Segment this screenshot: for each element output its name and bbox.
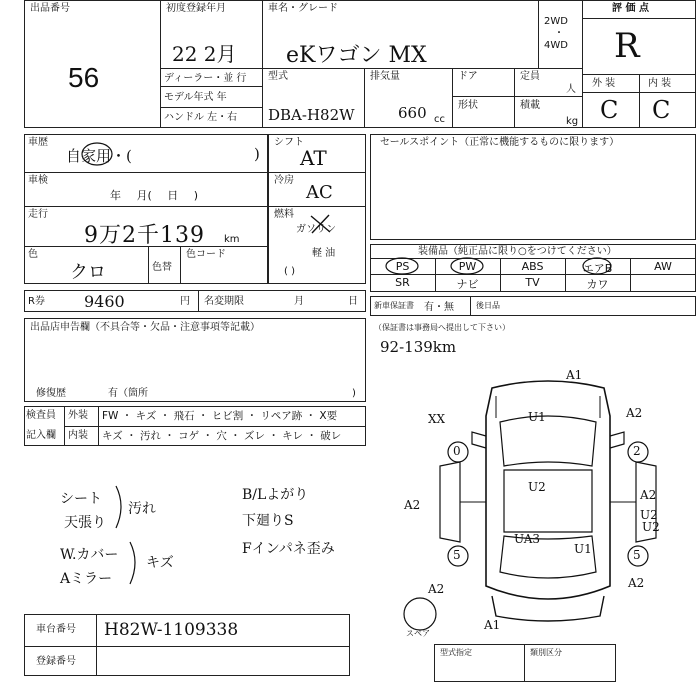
handwritten-note: 92-139km bbox=[380, 338, 457, 356]
mark-u2-roof: U2 bbox=[528, 480, 546, 494]
recycle-row bbox=[24, 290, 366, 312]
warranty-value: 有・無 bbox=[424, 302, 454, 313]
header-divider bbox=[262, 0, 263, 68]
equipment-navi: ナビ bbox=[456, 278, 479, 291]
capacity-unit: 人 bbox=[566, 84, 576, 95]
later-label: 後日品 bbox=[476, 301, 500, 310]
equipment-circles bbox=[370, 256, 696, 276]
mark-a2-rfront: A2 bbox=[626, 406, 643, 420]
mark-u2-right: U2 bbox=[640, 508, 658, 522]
inspector-label-top: 検査員 bbox=[26, 410, 56, 421]
interior-row: キズ ・ 汚れ ・ コゲ ・ 穴 ・ ズレ ・ キレ ・ 破レ bbox=[102, 430, 342, 442]
displacement-label: 排気量 bbox=[370, 71, 400, 82]
history-close: ) bbox=[254, 145, 260, 163]
exterior-row-label: 外装 bbox=[68, 410, 88, 421]
equipment-pw: PW bbox=[458, 260, 477, 273]
color-change-label: 色替 bbox=[152, 262, 172, 273]
mark-u2-rright: U2 bbox=[642, 520, 660, 534]
equipment-tv: TV bbox=[525, 276, 540, 289]
note-wcover: W.カバー bbox=[60, 547, 119, 563]
shift-value: AT bbox=[300, 146, 327, 170]
color-label: 色 bbox=[28, 249, 38, 260]
header-divider bbox=[160, 86, 262, 87]
load-unit: kg bbox=[566, 116, 579, 127]
mark-ua3: UA3 bbox=[514, 532, 541, 546]
mark-a2-right: A2 bbox=[640, 488, 657, 502]
equipment-airbag: エアB bbox=[582, 262, 613, 275]
score-label: 評 価 点 bbox=[612, 3, 649, 14]
tire-left-rear: 5 bbox=[453, 548, 461, 562]
ac-value: AC bbox=[306, 182, 333, 203]
name-change-day: 日 bbox=[348, 296, 358, 307]
type-spec-divider bbox=[524, 644, 525, 682]
warranty-label: 新車保証書 bbox=[374, 301, 414, 310]
fuel-label: 燃料 bbox=[274, 209, 294, 220]
left-divider bbox=[24, 206, 268, 207]
header-divider bbox=[452, 96, 582, 97]
type-value: DBA-H82W bbox=[268, 106, 355, 124]
note-bumper: B/Lよがり bbox=[242, 487, 309, 503]
drive-4wd: 4WD bbox=[544, 40, 568, 51]
interior-row-label: 内装 bbox=[68, 430, 88, 441]
left-divider bbox=[148, 246, 149, 284]
mark-a2-left: A2 bbox=[404, 498, 421, 512]
interior-value: C bbox=[652, 96, 671, 124]
tire-left-front: 0 bbox=[453, 444, 461, 458]
header-divider bbox=[364, 68, 365, 128]
mark-xx: XX bbox=[428, 412, 446, 426]
warranty-row bbox=[370, 296, 696, 316]
lot-label: 出品番号 bbox=[30, 3, 70, 14]
handle-label: ハンドル 左・右 bbox=[164, 112, 238, 123]
history-label: 車歴 bbox=[28, 137, 48, 148]
note-bracket-1 bbox=[112, 484, 132, 530]
left-divider bbox=[180, 246, 181, 284]
header-divider bbox=[160, 0, 161, 128]
color-value: クロ bbox=[70, 262, 106, 283]
shape-label: 形状 bbox=[458, 100, 478, 111]
mark-u1-rear: U1 bbox=[574, 542, 592, 556]
note-under: 下廻りS bbox=[242, 513, 294, 529]
exterior-row: FW ・ キズ ・ 飛石 ・ ヒビ割 ・ リペア跡 ・ X要 bbox=[102, 410, 338, 422]
displacement-value: 660 bbox=[398, 104, 427, 122]
equipment-sr: SR bbox=[395, 276, 410, 289]
mark-a2-rrear: A2 bbox=[628, 576, 645, 590]
note-bracket-2 bbox=[126, 540, 146, 586]
model-year-label: モデル年式 年 bbox=[164, 92, 227, 103]
header-divider bbox=[262, 68, 263, 128]
name-change-label: 名変期限 bbox=[204, 296, 244, 307]
fuel-gas: ガソリン bbox=[296, 224, 336, 235]
warranty-note: （保証書は事務局へ提出して下さい） bbox=[374, 323, 510, 332]
drive-dot: ・ bbox=[554, 28, 564, 39]
recycle-unit: 円 bbox=[180, 296, 190, 307]
score-value: R bbox=[614, 26, 640, 66]
recycle-value: 9460 bbox=[84, 292, 125, 311]
dealer-label: ディーラー・並 行 bbox=[164, 73, 247, 84]
load-label: 積載 bbox=[520, 100, 540, 111]
header-divider bbox=[538, 0, 539, 68]
header-divider bbox=[514, 68, 515, 128]
header-divider bbox=[582, 0, 583, 128]
chassis-divider bbox=[96, 614, 97, 676]
mileage-value: 9万2千139 bbox=[84, 223, 205, 248]
equipment-ps: PS bbox=[395, 260, 410, 273]
inspection-value: 年 月( 日 ) bbox=[110, 189, 199, 202]
equipment-aw: AW bbox=[654, 260, 672, 273]
drive-2wd: 2WD bbox=[544, 16, 568, 27]
type-spec-label: 型式指定 bbox=[440, 648, 472, 657]
chassis-label: 車台番号 bbox=[36, 624, 76, 635]
name-change-month: 月 bbox=[294, 296, 304, 307]
chassis-divider bbox=[24, 646, 350, 647]
repair-history-value: 有（箇所 bbox=[108, 388, 148, 399]
name-grade-label: 車名・グレード bbox=[268, 3, 338, 14]
exterior-label: 外 装 bbox=[592, 78, 616, 89]
fuel-diesel: 軽 油 bbox=[312, 248, 336, 259]
sales-points-block bbox=[370, 134, 696, 240]
spare-label: スペア bbox=[406, 629, 430, 638]
door-label: ドア bbox=[458, 71, 478, 82]
header-divider bbox=[160, 107, 262, 108]
equipment-label: 装備品（純正品に限り○をつけてください） bbox=[418, 246, 617, 257]
first-reg-label: 初度登録年月 bbox=[166, 3, 226, 14]
interior-label: 内 装 bbox=[648, 78, 672, 89]
header-divider bbox=[582, 18, 696, 19]
history-circle bbox=[80, 140, 114, 168]
inspection-label: 車検 bbox=[28, 175, 48, 186]
mark-u1-hood: U1 bbox=[528, 410, 546, 424]
mileage-label: 走行 bbox=[28, 209, 48, 220]
middle-divider bbox=[268, 206, 366, 207]
exterior-value: C bbox=[600, 96, 619, 124]
inspector-divider bbox=[64, 426, 366, 427]
mark-a1-front: A1 bbox=[566, 368, 583, 382]
note-scratch: キズ bbox=[146, 555, 174, 571]
equipment-leather: カワ bbox=[586, 278, 609, 291]
warranty-divider bbox=[470, 296, 471, 316]
history-value: 自家用・( bbox=[66, 147, 132, 165]
recycle-label: R券 bbox=[28, 296, 45, 307]
type-label: 型式 bbox=[268, 71, 288, 82]
chassis-value: H82W-1109338 bbox=[104, 620, 239, 640]
tire-right-front: 2 bbox=[633, 444, 641, 458]
displacement-unit: cc bbox=[434, 114, 445, 125]
mark-a1-rear: A1 bbox=[484, 618, 501, 632]
ac-label: 冷房 bbox=[274, 175, 294, 186]
fuel-paren: ( ) bbox=[284, 266, 295, 277]
left-divider bbox=[24, 172, 268, 173]
mileage-unit: km bbox=[224, 234, 240, 245]
header-divider bbox=[639, 74, 640, 128]
inspector-label-bottom: 記入欄 bbox=[26, 430, 56, 441]
capacity-label: 定員 bbox=[520, 71, 540, 82]
reg-label: 登録番号 bbox=[36, 656, 76, 667]
note-dirt: 汚れ bbox=[128, 501, 156, 517]
color-code-label: 色コード bbox=[186, 249, 226, 260]
tire-right-rear: 5 bbox=[633, 548, 641, 562]
mark-a2-lrear: A2 bbox=[428, 582, 445, 596]
shift-label: シフト bbox=[274, 137, 304, 148]
left-info-block bbox=[24, 134, 268, 284]
first-reg-value: 22 2月 bbox=[172, 42, 237, 66]
note-amirror: Aミラー bbox=[60, 571, 113, 587]
seller-notes-label: 出品店申告欄（不具合等・欠品・注意事項等記載） bbox=[30, 322, 260, 333]
note-seat: シート bbox=[60, 491, 102, 507]
sales-points-label: セールスポイント（正常に機能するものに限ります） bbox=[380, 137, 620, 148]
vehicle-diagram bbox=[400, 366, 696, 638]
repair-close: ) bbox=[352, 388, 356, 399]
name-value: eKワゴン MX bbox=[286, 43, 427, 68]
note-ceiling: 天張り bbox=[64, 515, 106, 531]
class-label: 類別区分 bbox=[530, 648, 562, 657]
middle-divider bbox=[268, 172, 366, 173]
repair-history-label: 修復歴 bbox=[36, 388, 66, 399]
header-divider bbox=[452, 68, 453, 128]
recycle-divider bbox=[198, 290, 199, 312]
fuel-check-mark bbox=[308, 212, 334, 236]
note-dash: Fインパネ歪み bbox=[242, 541, 335, 557]
lot-value: 56 bbox=[68, 62, 100, 93]
equipment-abs: ABS bbox=[521, 260, 544, 273]
